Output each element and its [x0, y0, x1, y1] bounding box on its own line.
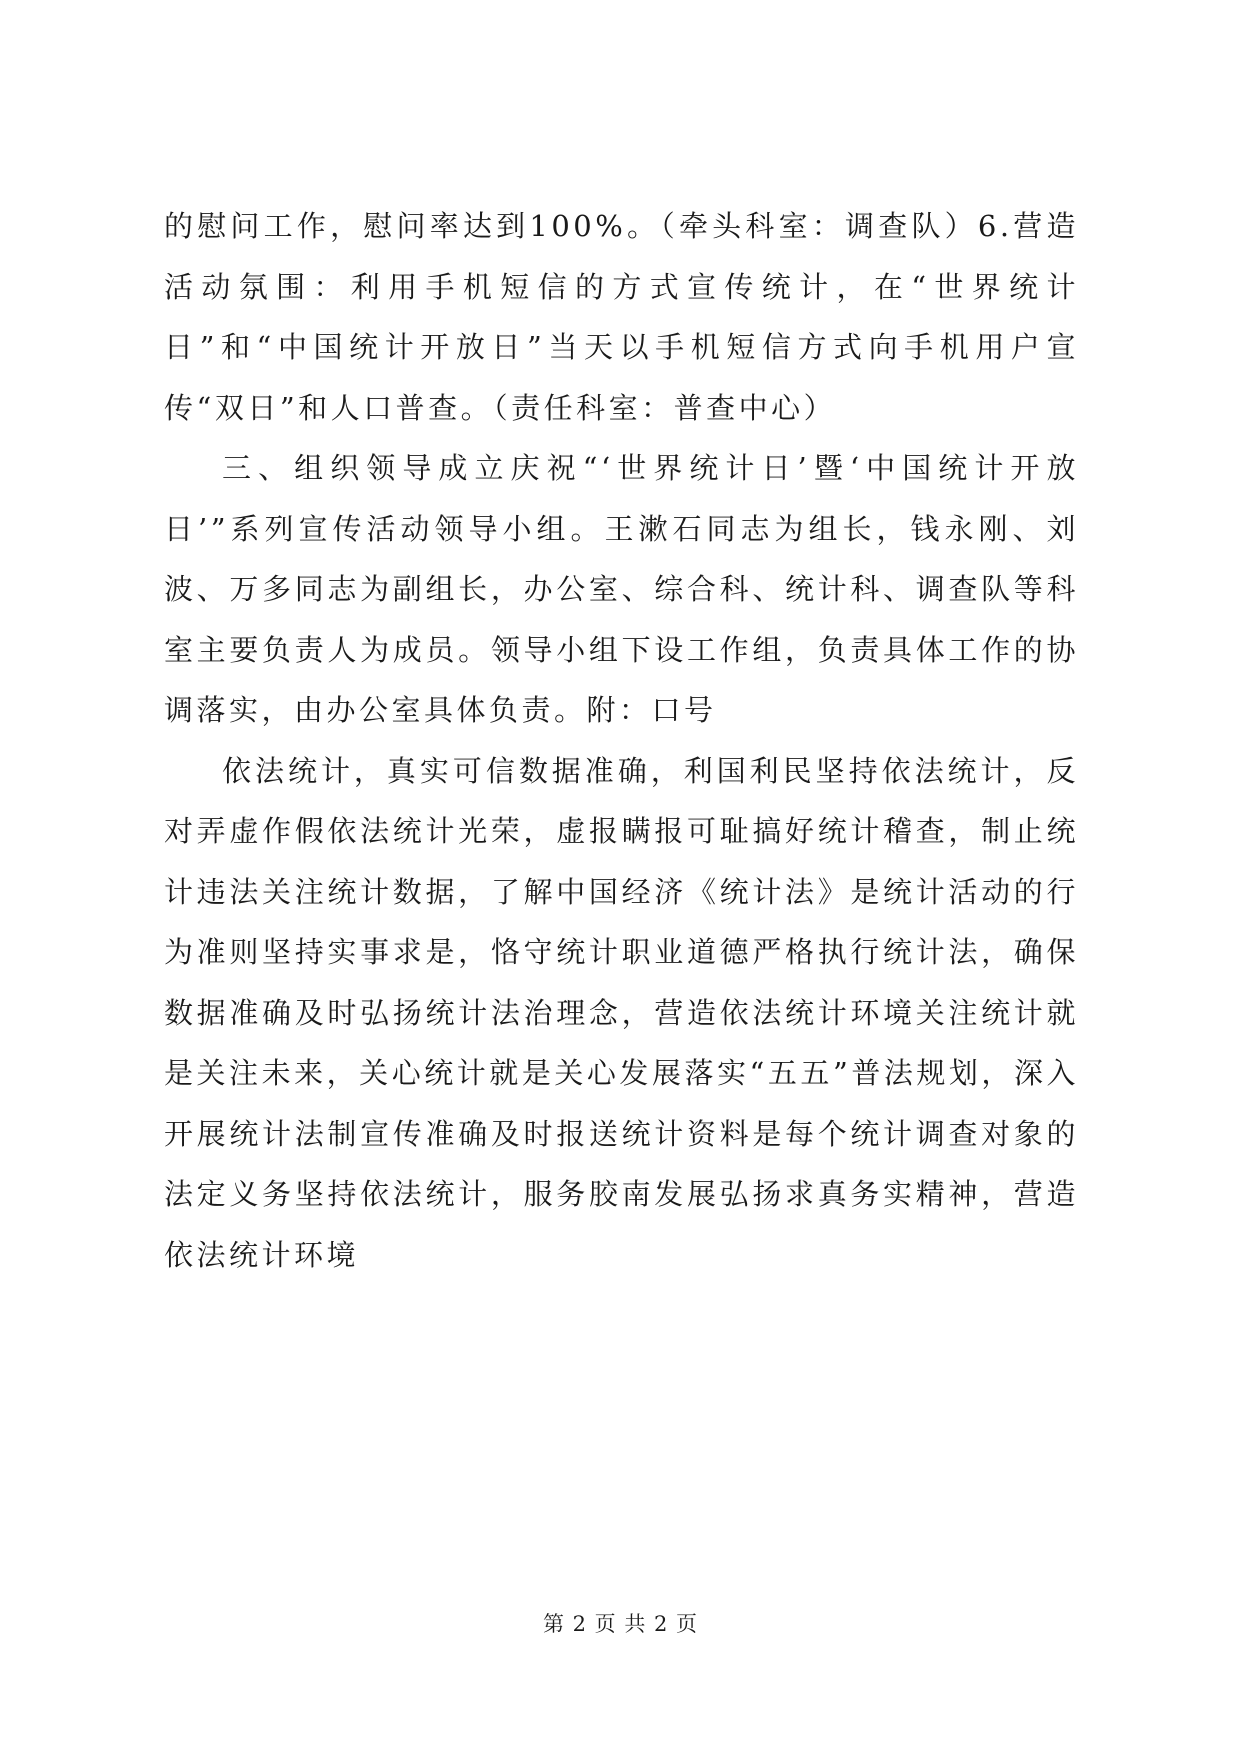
document-body	[164, 196, 1079, 1285]
page-number-footer: 第 2 页 共 2 页	[542, 1612, 699, 1636]
paragraph-3: 依法统计，真实可信数据准确，利国利民坚持依法统计，反对弄虚作假依法统计光荣，虚报瞒报可耻搞好统计稽查，制止统计违法关注统计数据，了解中国经济《统计法》是统计活动的行为准则坚持实事求是，恪守统计职业道德严格执行统计法，确保数据准确及时弘扬统计法治理念，营造依法统计环境关注统计就是关注未来，关心统计就是关心发展落实“五五”普法规划，深入开展统计法制宣传准确及时报送统计资料是每个统计调查对象的法定义务坚持依法统计，服务胶南发展弘扬求真务实精神，营造依法统计环境	[164, 753, 1079, 1272]
paragraph-2: 三、组织领导成立庆祝“‘世界统计日’暨‘中国统计开放日’”系列宣传活动领导小组。王漱石同志为组长，钱永刚、刘波、万多同志为副组长，办公室、综合科、统计科、调查队等科室主要负责人为成员。领导小组下设工作组，负责具体工作的协调落实，由办公室具体负责。附：口号	[164, 451, 1079, 727]
paragraph-1: 的慰问工作，慰问率达到100%。（牵头科室：调查队）6.营造活动氛围：利用手机短信的方式宣传统计，在“世界统计日”和“中国统计开放日”当天以手机短信方式向手机用户宣传“双日”和人口普查。（责任科室：普查中心）	[164, 209, 1079, 425]
